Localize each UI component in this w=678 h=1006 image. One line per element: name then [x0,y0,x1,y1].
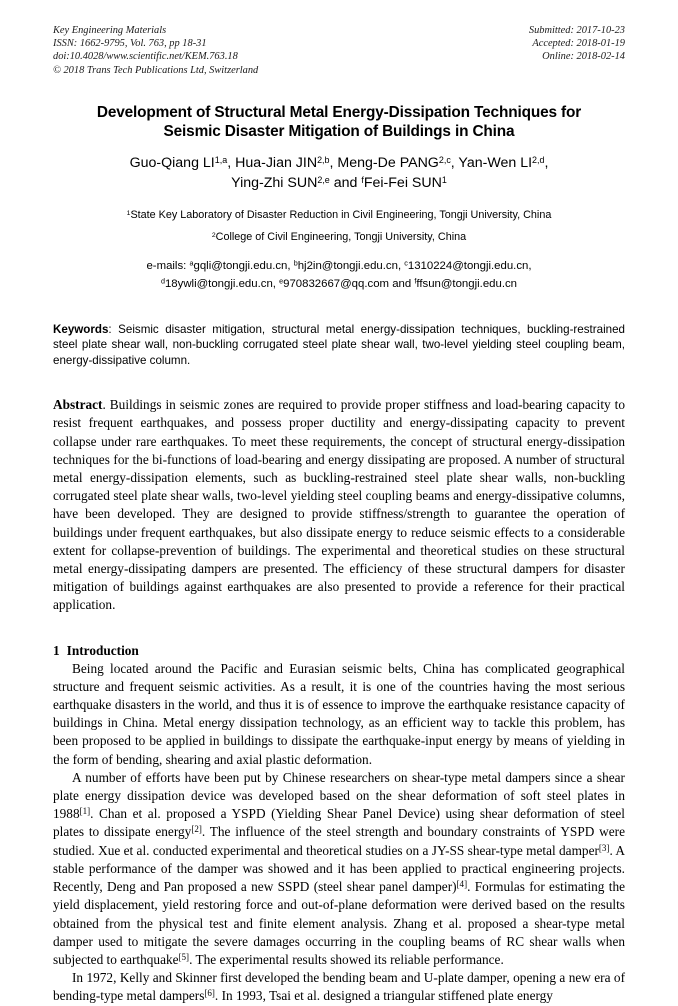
abstract-label: Abstract [53,397,103,413]
submitted-date: Submitted: 2017-10-23 [528,25,625,36]
email-list [53,257,625,293]
keywords-text: Seismic disaster mitigation, structural metal energy-dissipation techniques, buckling-restrained steel plate shear wall, non-buckling corrugated steel plate shear wall, two-level yielding steel coupling beam, energy-dissipative column. [53,323,625,367]
author-line-1: Guo-Qiang LI$^{1,a}$, Hua-Jian JIN$^{2,b}$, Meng-De PANG$^{2,c}$, Yan-Wen LI$^{2,d}$, [129,154,549,171]
section-title: Introduction [66,642,139,658]
paragraph-intro-1: Being located around the Pacific and Eurasian seismic belts, China has complicated geographical structure and frequent seismic activities. As a result, it is one of the countries having the most serious earthquake disasters in the world, and thus it is of essence to improve the earthquake resistance capacity of buildings in China. Metal energy dissipation technology, as an efficient way to tackle this problem, has been proposed to be applied in buildings to dissipate the earthquake-input energy by means of yielding in the form of bending, shearing and axial plastic deformation. [53,660,625,767]
abstract-text: Buildings in seismic zones are required to provide proper stiffness and load-bearing capacity to resist frequent earthquakes, and possess proper ductility and energy-dissipating capacity to prevent collapse under rare earthquakes. To meet these requirements, the concept of structural energy-dissipation techniques for the bi-functions of load-bearing and energy dissipating are proposed. A number of structural metal energy-dissipation elements, such as buckling-restrained steel plate shear walls, non-buckling corrugated steel plate shear walls, two-level yielding steel coupling beams and energy-dissipative columns, have been developed. They are designed to provide stiffness/strength to guarantee the operation of buildings under frequent earthquakes, but also dissipate energy to reduce seismic effects to a considerable extent for collapse-prevention of buildings. The experimental and theoretical studies on these structural metal energy-dissipating dampers are presented. The efficiency of these structural dampers for disaster mitigation of buildings against earthquakes are also presented to provide a reference for their practical application. [53,397,625,613]
abstract-block [53,396,625,614]
paragraph-intro-3: In 1972, Kelly and Skinner first developed the bending beam and U-plate damper, opening a new era of bending-type metal dampers[6]. In 1993, Tsai et al. designed a triangular stiffened plate energy [53,970,625,1004]
journal-header-left [53,24,258,77]
affiliation-list [53,204,625,248]
affiliation-1: $^1$State Key Laboratory of Disaster Reduction in Civil Engineering, Tongji University, China [126,209,552,221]
section-heading-introduction [53,642,625,659]
accepted-date: Accepted: 2018-01-19 [532,38,625,50]
email-line-2: $^d$18ywli@tongji.edu.cn, $^e$970832667@qq.com and $^f$ffsun@tongji.edu.cn [160,277,518,290]
section-number: 1 [53,642,60,658]
paragraph-intro-2: A number of efforts have been put by Chinese researchers on shear-type metal dampers since a shear plate energy dissipation device was developed based on the shear deformation of soft steel plates in 1988[1]. Chan et al. proposed a YSPD (Yielding Shear Panel Device) using shear deformation of steel plates to dissipate energy[2]. The influence of the steel strength and boundary constraints of YSPD were studied. Xue et al. conducted experimental and theoretical studies on a JY-SS shear-type metal damper[3]. A stable performance of the damper was showed and it has been applied to practical engineering projects. Recently, Deng and Pan proposed a new SSPD (steel shear panel damper)[4]. Formulas for estimating the yield displacement, yield restoring force and out-of-plane deformation were derived based on the results obtained from the physical test and finite element analysis. Zhang et al. proposed a shear-type metal damper used to mitigate the severe damages occurring in the coupling beams of RC shear walls when subjected to earthquake[5]. The experimental results showed its reliable performance. [53,769,625,967]
keywords-block [53,322,625,368]
journal-name: Key Engineering Materials [53,25,167,36]
online-date: Online: 2018-02-14 [542,51,625,63]
journal-issn-volume: ISSN: 1662-9795, Vol. 763, pp 18-31 [53,38,207,50]
keywords-label: Keywords [53,323,109,336]
keywords-colon: : [108,323,119,336]
journal-copyright: © 2018 Trans Tech Publications Ltd, Switzerland [53,64,259,76]
email-line-1: e-mails: $^a$gqli@tongji.edu.cn, $^b$hj2in@tongji.edu.cn, $^c$1310224@tongji.edu.cn, [146,259,532,272]
page-title: Development of Structural Metal Energy-Dissipation Techniques for Seismic Disaster Mitigation of Buildings in China [96,103,582,141]
author-list [53,153,625,193]
journal-header-right [529,24,625,64]
journal-header [53,24,625,77]
author-line-2: Ying-Zhi SUN$^{2,e}$ and $^f$Fei-Fei SUN$^1$ [231,174,447,191]
affiliation-2: $^2$College of Civil Engineering, Tongji University, China [211,231,467,243]
journal-doi: doi:10.4028/www.scientific.net/KEM.763.18 [53,51,238,63]
title-block [53,103,625,142]
abstract-period: . [102,397,110,413]
